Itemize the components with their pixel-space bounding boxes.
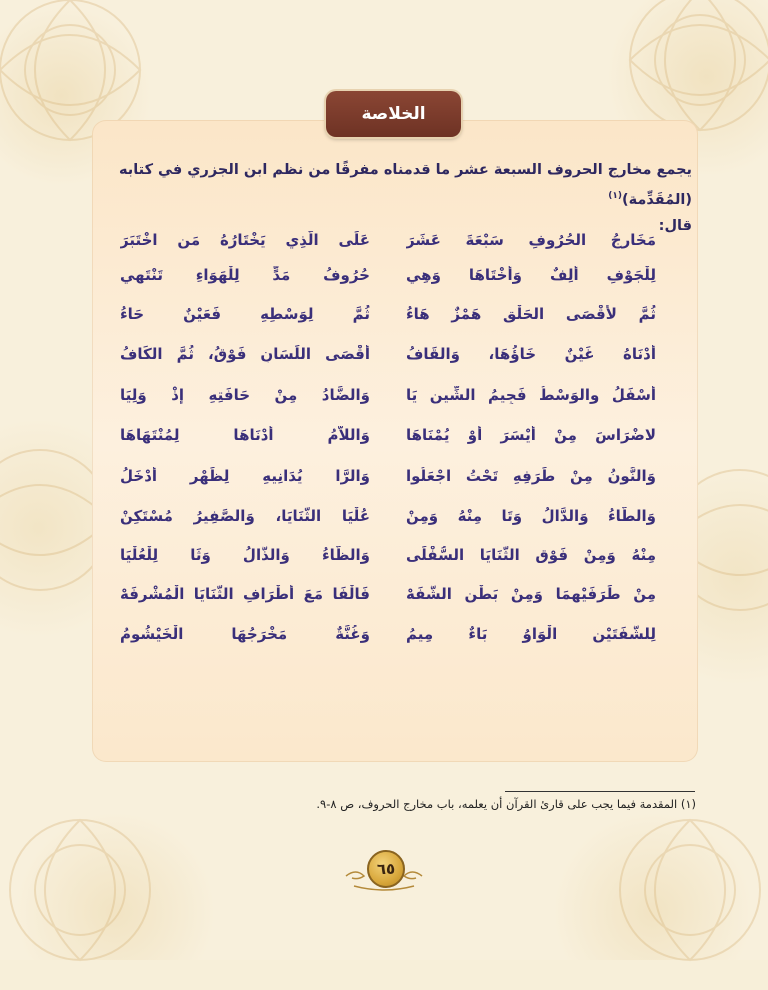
decorative-arabesque-bottom-right: [590, 790, 768, 990]
verse-second-hemistich: وَالضَّادُ مِنْ حَافَتِهِ إِذْ وَلِيَا: [120, 386, 370, 404]
verse-second-hemistich: حُرُوفُ مَدٍّ لِلْهَوَاءِ تَنْتَهِي: [120, 266, 370, 284]
intro-paragraph: [100, 157, 692, 239]
verse-row: [120, 266, 660, 296]
decorative-arabesque-bottom-left: [0, 790, 180, 990]
verse-first-hemistich: أَسْفَلُ والوَسْطُ فَجِيمُ الشِّينِ يَا: [406, 386, 656, 404]
verse-second-hemistich: أَقْصَى اللِّسَانِ فَوْقُ، ثُمَّ الكَافُ: [120, 345, 370, 363]
verse-first-hemistich: مَخَارِجُ الحُرُوفِ سَبْعَةَ عَشَرَ: [406, 231, 656, 249]
verse-second-hemistich: وَالرَّا يُدَانِيهِ لِظَهْرٍ أَدْخَلُ: [120, 467, 370, 485]
verse-first-hemistich: مِنْهُ وَمِنْ فَوْقِ الثَّنَايَا السُّفْلَى: [406, 546, 656, 564]
section-title: الخلاصة: [326, 91, 461, 137]
page-number: ٦٥: [367, 850, 405, 888]
verse-row: [120, 426, 660, 456]
verse-second-hemistich: وَاللاَّمُ أَدْنَاهَا لِمُنْتَهَاهَا: [120, 426, 370, 444]
intro-text: يجمع مخارج الحروف السبعة عشر ما قدمناه مفرقًا من نظم ابن الجزري في كتابه (المُقَدِّمة): [118, 162, 692, 208]
verse-first-hemistich: وَالنُّونُ مِنْ طَرَفِهِ تَحْتُ اجْعَلُوا: [406, 467, 656, 485]
verse-first-hemistich: لِلْجَوْفِ أَلِفٌ وَأُخْتَاهَا وَهِي: [406, 266, 656, 284]
verse-row: [120, 305, 660, 335]
verse-first-hemistich: ثُمَّ لأَقْصَى الحَلْقِ هَمْزٌ هَاءُ: [406, 305, 656, 323]
verse-row: [120, 546, 660, 576]
verse-second-hemistich: فَالْفَا مَعَ أَطْرَافِ الثَّنَايَا الْمُشْرِفَهْ: [120, 585, 370, 603]
verse-second-hemistich: عُلْيَا الثَّنَايَا، وَالصَّفِيرُ مُسْتَكِنْ: [120, 507, 370, 525]
intro-said: قال:: [658, 217, 692, 234]
verse-first-hemistich: لاضْرَاسَ مِنْ أَيْسَرَ أَوْ يُمْنَاهَا: [406, 426, 656, 444]
verse-row: [120, 585, 660, 615]
footnote-text: (١) المقدمة فيما يجب على قارئ القرآن أن يعلمه، باب مخارج الحروف، ص ٨-٩.: [316, 797, 696, 811]
verse-first-hemistich: لِلشَّفَتَيْنِ الْوَاوُ بَاءٌ مِيمُ: [406, 625, 656, 643]
verse-row: [120, 386, 660, 416]
verse-row: [120, 625, 660, 655]
page-number-ornament: [344, 846, 424, 896]
footnote-divider: [505, 791, 695, 792]
verse-second-hemistich: ثُمَّ لِوَسْطِهِ فَعَيْنٌ حَاءُ: [120, 305, 370, 323]
verse-row: [120, 467, 660, 497]
verse-first-hemistich: مِنْ طَرَفَيْهِمَا وَمِنْ بَطْنِ الشَّفَهْ: [406, 585, 656, 603]
verse-row: [120, 507, 660, 537]
verse-row: [120, 231, 660, 261]
verse-second-hemistich: وَغُنَّةٌ مَخْرَجُهَا الْخَيْشُومُ: [120, 625, 370, 643]
verse-second-hemistich: وَالظَّاءُ وَالذَّالُ وَثَا لِلْعُلْيَا: [120, 546, 370, 564]
verse-second-hemistich: عَلَى الَّذِي يَخْتَارُهُ مَنِ اخْتَبَرَ: [120, 231, 370, 249]
verse-first-hemistich: أَدْنَاهُ غَيْنٌ خَاؤُهَا، وَالقَافُ: [406, 345, 656, 363]
verse-row: [120, 345, 660, 375]
verse-first-hemistich: وَالطَّاءُ وَالدَّالُ وَتَا مِنْهُ وَمِنْ: [406, 507, 656, 525]
footnote-reference: (١): [608, 191, 623, 201]
